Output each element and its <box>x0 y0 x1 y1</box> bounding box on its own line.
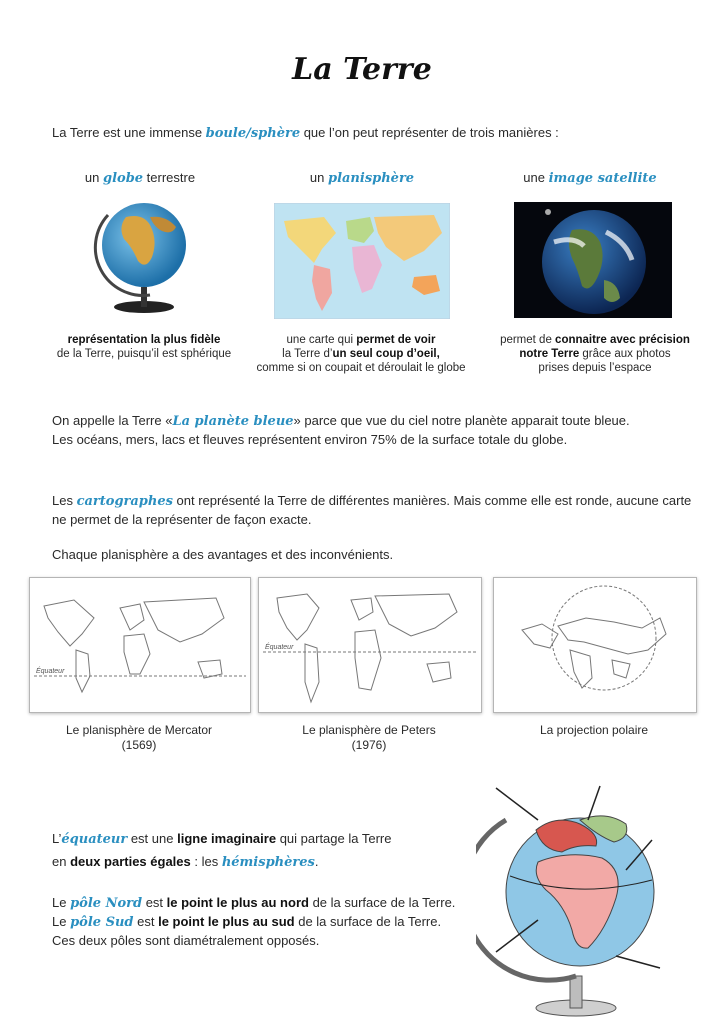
globe-description: représentation la plus fidèle de la Terre, puisqu’il est sphérique <box>56 334 232 360</box>
planisphere-description: une carte qui permet de voir la Terre d’un seul coup d’oeil, comme si on coupait et déroulait le globe <box>256 334 466 374</box>
mercator-map <box>29 577 251 713</box>
mercator-equator-label: Équateur <box>36 668 65 675</box>
intro-after: que l’on peut représenter de trois manières : <box>300 125 559 140</box>
advantages-text: Chaque planisphère a des avantages et des inconvénients. <box>52 547 394 562</box>
intro-before: La Terre est une immense <box>52 125 206 140</box>
intro-text <box>52 124 559 143</box>
planisphere-image <box>274 203 450 319</box>
mercator-caption: Le planisphère de Mercator (1569) <box>65 723 213 752</box>
peters-caption: Le planisphère de Peters (1976) <box>302 723 436 752</box>
polar-map <box>493 577 697 713</box>
polar-caption: La projection polaire <box>539 723 649 737</box>
globe-heading: un globe terrestre <box>84 170 196 186</box>
blue-planet-text: On appelle la Terre «La planète bleue» parce que vue du ciel notre planète apparait toute bleue. Les océans, mers, lacs et fleuves représentent environ 75% de la surface totale du globe. <box>52 413 630 447</box>
planisphere-heading: un planisphère <box>309 170 415 186</box>
peters-map <box>258 577 482 713</box>
poles-text: Le pôle Nord est le point le plus au nord de la surface de la Terre. Le pôle Sud est le point le plus au sud de la surface de la Terre. Ces deux pôles sont diamétralement opposés. <box>52 895 456 948</box>
annotated-globe-illustration <box>476 780 676 1020</box>
page-title: La Terre <box>292 52 432 87</box>
cartographers-text: Les cartographes ont représenté la Terre de différentes manières. Mais comme elle est ronde, aucune carte ne permet de la représenter de façon exacte. <box>52 493 692 527</box>
satellite-heading: une image satellite <box>523 170 657 186</box>
satellite-description: permet de connaitre avec précision notre Terre grâce aux photos prises depuis l’espace <box>500 334 690 374</box>
intro-keyword: boule/sphère <box>205 126 301 141</box>
peters-equator-label: Équateur <box>265 644 294 651</box>
satellite-image <box>514 202 672 318</box>
globe-image <box>88 195 200 315</box>
equator-text: L’équateur est une ligne imaginaire qui partage la Terre en deux parties égales : les hémisphères. <box>52 831 392 870</box>
